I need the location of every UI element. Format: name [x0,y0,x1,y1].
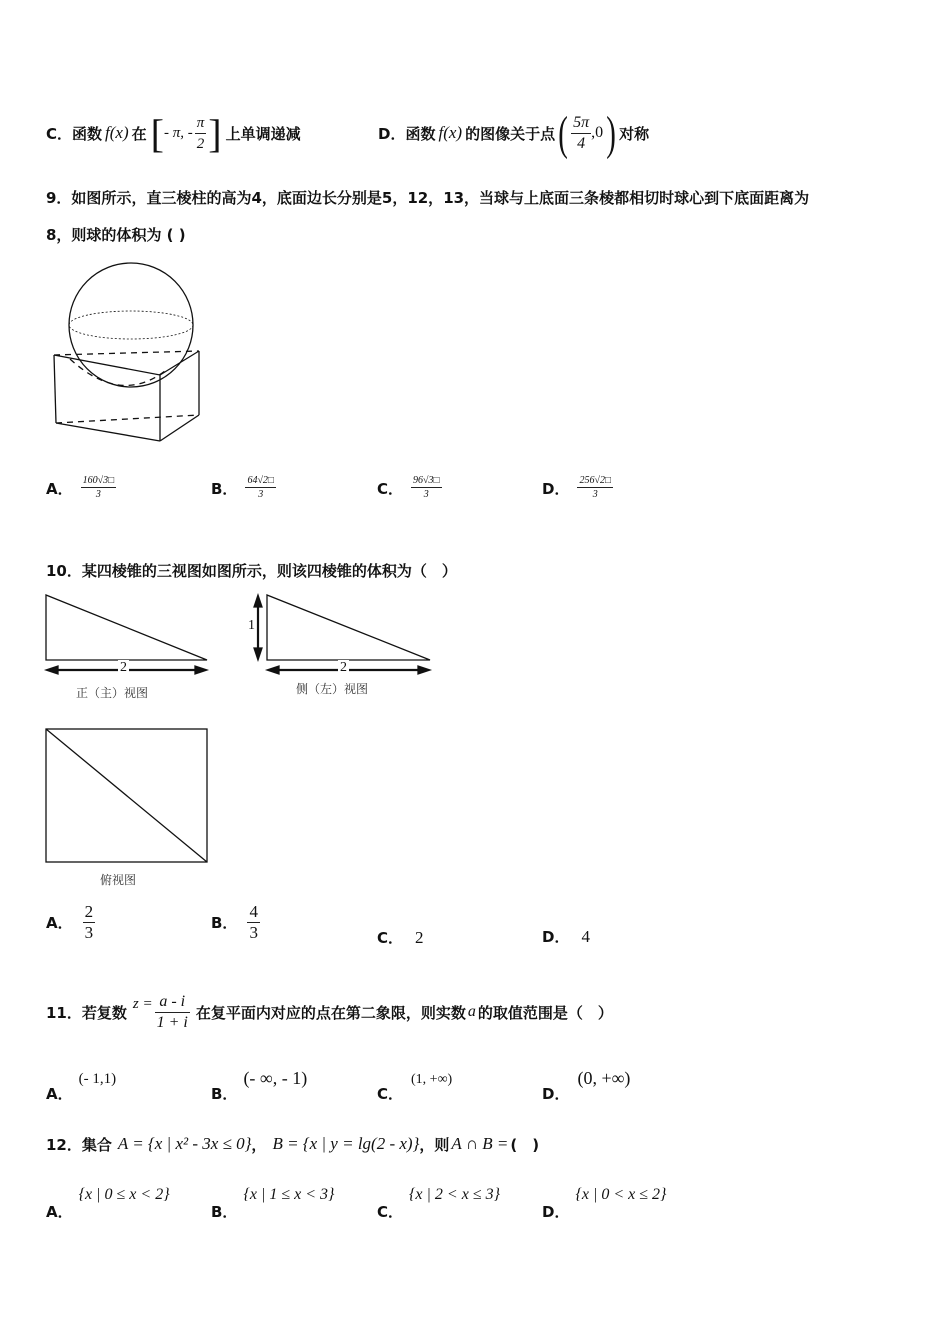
q10-option-d-label: D． [542,928,570,946]
q10-top-diagonal [46,729,207,862]
q8-option-d-tail: ,0 [591,124,604,141]
q9-option-b-num: 64√2□ [247,475,274,486]
q10-option-b[interactable] [211,902,260,943]
q12-stem [46,1127,539,1161]
q9-option-d-frac [577,474,613,501]
q10-option-a[interactable] [46,902,95,943]
q9-option-d-den: 3 [592,489,598,500]
q8-option-c-fx: f(x) [105,123,129,142]
q12-option-a-label: A． [46,1203,73,1221]
q9-option-a-label: A． [46,480,73,498]
q12-option-d[interactable] [542,1186,666,1222]
q10-front-caption: 正（主）视图 [76,686,149,700]
q12-option-c[interactable] [377,1186,500,1222]
q9-option-b-den: 3 [258,489,264,500]
q9-option-d-label: D． [542,480,570,498]
q9-option-b-label: B． [211,480,238,498]
q12-expr: A ∩ B = [451,1134,509,1153]
q10-side-caption: 侧（左）视图 [296,682,369,696]
q10-front-arrow-left [46,666,58,674]
q12-option-d-label: D． [542,1203,570,1221]
q12-option-b-label: B． [211,1203,238,1221]
q10-option-d[interactable] [542,926,590,947]
q12-comma: ， [251,1135,267,1154]
q11-option-d-label: D． [542,1085,570,1103]
q9-option-b-frac [245,474,276,501]
q11-z: z = [132,996,153,1012]
q11-den: 1 + i [156,1013,188,1031]
q8-option-d[interactable] [378,102,649,164]
q9-option-a-frac [81,474,117,501]
q8-option-d-post: 对称 [619,124,650,143]
q8-option-c-mid: 在 [131,124,147,143]
q12-tail: ( ) [510,1135,540,1154]
q11-option-b[interactable] [211,1068,307,1104]
q8-option-c-interval: - π, - [163,124,193,141]
q12-option-c-value: {x | 2 < x ≤ 3} [409,1186,500,1203]
q11-post: 在复平面内对应的点在第二象限，则实数 [195,1003,466,1022]
q11-option-b-value: (- ∞, - 1) [243,1068,308,1088]
q12-post: ，则 [419,1135,450,1154]
q9-option-c-frac [411,474,442,501]
q8-option-d-num: 5π [571,113,591,134]
q10-option-a-num: 2 [84,902,94,921]
q8-option-d-frac [571,113,591,154]
q8-option-d-lparen: ( [558,106,568,160]
q11-option-c-label: C． [377,1085,404,1103]
q11-frac [155,992,190,1033]
q11-option-a-label: A． [46,1085,73,1103]
q9-prism-edge-left [54,355,56,423]
q12-option-b-value: {x | 1 ≤ x < 3} [243,1186,335,1203]
q10-option-b-frac [247,902,260,943]
q10-stem: 10．某四棱锥的三视图如图所示，则该四棱锥的体积为（ ） [46,562,457,580]
q11-a: a [467,1003,476,1020]
q9-option-a-den: 3 [95,489,101,500]
q12-option-a[interactable] [46,1186,170,1222]
q10-option-d-value: 4 [581,926,590,946]
q9-option-a[interactable] [46,474,116,501]
q8-option-c-rbracket: ] [208,110,222,156]
q11-num: a - i [155,992,190,1013]
q10-top-view [40,724,215,866]
q10-front-dim: 2 [120,660,127,675]
q9-prism-top-front [54,351,199,375]
q11-option-d-value: (0, +∞) [577,1068,631,1088]
q9-stem-line2: 8，则球的体积为 ( ) [46,226,186,244]
q11-option-a[interactable] [46,1071,116,1104]
q10-option-a-frac [83,902,96,943]
q11-stem [46,986,613,1038]
q10-side-arrow-up [254,595,262,607]
q8-option-c-pre: 函数 [72,124,103,143]
q8-option-d-fx: f(x) [438,123,463,142]
q10-side-arrow-left [267,666,279,674]
q9-option-d-num: 256√2□ [579,475,611,486]
q9-option-c[interactable] [377,474,442,501]
q8-option-c-two: 2 [196,135,205,152]
q8-option-c-pi: π [195,113,207,134]
q8-option-d-rparen: ) [606,106,616,160]
q9-option-a-num: 160√3□ [82,475,115,486]
q10-top-caption: 俯视图 [100,873,137,887]
q10-option-b-label: B． [211,914,238,932]
q10-option-b-den: 3 [249,923,258,942]
q9-sphere-hidden-arc [70,359,165,385]
q11-option-a-value: (- 1,1) [78,1071,117,1087]
q8-option-c-frac [195,113,207,154]
q8-option-d-label: D． [378,124,406,143]
q9-sphere [69,263,193,387]
q12-pre: 12．集合 [46,1135,112,1154]
q10-option-a-label: A． [46,914,73,932]
q12-option-d-value: {x | 0 < x ≤ 2} [575,1186,667,1203]
q10-option-a-den: 3 [84,923,94,942]
q11-option-d[interactable] [542,1068,630,1104]
q9-figure-sphere-prism [40,255,215,445]
q8-option-c[interactable] [46,108,301,158]
q10-option-c[interactable] [377,927,424,948]
q8-option-d-mid: 的图像关于点 [465,124,556,143]
q9-option-c-num: 96√3□ [413,475,440,486]
q10-front-arrow-right [195,666,207,674]
q9-option-c-label: C． [377,480,404,498]
q8-option-c-post: 上单调递减 [225,124,301,143]
q9-prism-bottom-back [56,415,199,423]
q10-side-dim-h: 1 [248,618,255,633]
q9-stem-line1: 9．如图所示，直三棱柱的高为4，底面边长分别是5，12，13，当球与上底面三条棱都相切时球心到下底面距离为 [46,189,810,207]
q12-option-b[interactable] [211,1186,334,1222]
q10-option-c-value: 2 [415,927,424,947]
q12-option-c-label: C． [377,1203,404,1221]
q12-option-a-value: {x | 0 ≤ x < 2} [78,1186,170,1203]
q11-option-b-label: B． [211,1085,238,1103]
q10-option-c-label: C． [377,929,404,947]
q8-option-d-pre: 函数 [405,124,436,143]
q9-option-c-den: 3 [423,489,429,500]
q9-prism-bottom-front [56,423,160,441]
q9-prism-bottom-right [160,415,199,441]
q9-option-d[interactable] [542,474,613,501]
q10-front-triangle [46,595,207,660]
q12-set-b: B = {x | y = lg(2 - x)} [272,1134,420,1153]
q10-side-arrow-right [418,666,430,674]
q11-tail: 的取值范围是（ ） [477,1003,613,1022]
q11-pre: 11．若复数 [46,1003,127,1022]
q10-side-dim-w: 2 [340,660,347,675]
q10-side-arrow-down [254,648,262,660]
q10-option-b-num: 4 [249,902,258,921]
q12-set-a: A = {x | x² - 3x ≤ 0} [117,1134,252,1153]
q8-option-d-den: 4 [577,134,586,152]
q8-option-c-label: C． [46,124,73,143]
q11-option-c[interactable] [377,1072,452,1104]
q11-option-c-value: (1, +∞) [411,1072,453,1087]
q9-option-b[interactable] [211,474,276,501]
q9-sphere-equator [69,311,193,339]
q8-option-c-lbracket: [ [150,110,164,156]
q10-side-triangle [267,595,430,660]
